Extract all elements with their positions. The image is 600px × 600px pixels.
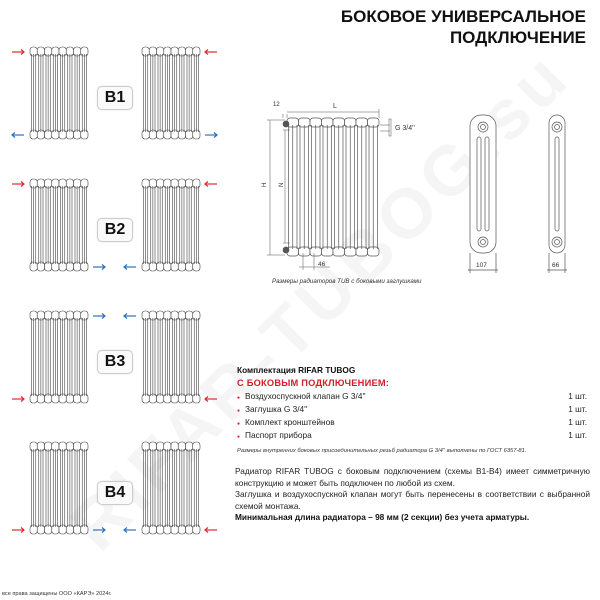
dim-H: H — [262, 182, 268, 187]
radiator-b4-left — [10, 439, 110, 539]
supply-arrow-icon — [12, 50, 24, 55]
scheme-label: B2 — [97, 218, 133, 242]
radiator-b3-right — [122, 308, 222, 408]
drawing-caption: Размеры радиаторов TUB с боковыми заглушками — [272, 278, 422, 285]
kit-item — [237, 431, 587, 440]
kit-heading: Комплектация RIFAR TUBOG — [237, 365, 356, 375]
return-arrow-icon — [124, 314, 136, 319]
dim-107: 107 — [476, 262, 487, 269]
kit-item-name: Воздухоспускной клапан G 3/4'' — [245, 391, 366, 401]
radiator-b1-right — [122, 44, 222, 144]
bullet-icon: ● — [237, 421, 241, 427]
supply-arrow-icon — [205, 50, 217, 55]
kit-note: Размеры внутренних боковых присоединительных резьб радиатора G 3/4'' выполнены по ГОСТ 6357-81. — [237, 448, 527, 454]
return-arrow-icon — [93, 528, 105, 533]
kit-item-qty: 1 шт. — [568, 417, 587, 427]
description — [235, 466, 590, 524]
supply-arrow-icon — [205, 182, 217, 187]
dim-L: L — [333, 103, 337, 110]
return-arrow-icon — [93, 314, 105, 319]
kit-item — [237, 392, 587, 401]
copyright-footer: все права защищены ООО «КАРЭ» 2024г. — [2, 591, 112, 597]
kit-item-name: Заглушка G 3/4'' — [245, 404, 308, 414]
kit-item — [237, 418, 587, 427]
description-p2: Заглушка и воздухоспускной клапан могут быть перенесены в соответствии с выбранной схемой монтажа. — [235, 489, 590, 511]
dimension-lines — [267, 109, 391, 270]
scheme-label: B1 — [97, 86, 133, 110]
dim-N: N — [279, 182, 285, 187]
return-arrow-icon — [205, 133, 217, 138]
kit-section — [237, 365, 587, 454]
kit-item-name: Комплект кронштейнов — [245, 417, 335, 427]
return-arrow-icon — [93, 265, 105, 270]
kit-item-qty: 1 шт. — [568, 404, 587, 414]
scheme-label: B4 — [97, 481, 133, 505]
page-title — [341, 6, 586, 48]
radiator-b2-left — [10, 176, 110, 276]
bullet-icon: ● — [237, 434, 241, 440]
supply-arrow-icon — [12, 528, 24, 533]
supply-arrow-icon — [205, 528, 217, 533]
title-line-2: ПОДКЛЮЧЕНИЕ — [449, 28, 586, 47]
radiator-b4-right — [122, 439, 222, 539]
supply-arrow-icon — [12, 397, 24, 402]
bullet-icon: ● — [237, 408, 241, 414]
description-p3: Минимальная длина радиатора – 98 мм (2 секции) без учета арматуры. — [235, 512, 530, 522]
kit-item-qty: 1 шт. — [568, 430, 587, 440]
supply-arrow-icon — [12, 182, 24, 187]
return-arrow-icon — [12, 133, 24, 138]
kit-subheading: С БОКОВЫМ ПОДКЛЮЧЕНИЕМ: — [237, 378, 390, 388]
kit-list — [237, 392, 587, 440]
kit-item-qty: 1 шт. — [568, 391, 587, 401]
radiator-b3-left — [10, 308, 110, 408]
dim-thread: G 3/4'' — [395, 125, 415, 132]
dim-66: 66 — [552, 262, 560, 269]
return-arrow-icon — [124, 265, 136, 270]
radiator-front-view — [283, 118, 379, 256]
return-arrow-icon — [124, 528, 136, 533]
description-p1: Радиатор RIFAR TUBOG с боковым подключением (схемы B1-B4) имеет симметричную конструкцию и может быть подключен по любой из схем. — [235, 466, 590, 488]
dim-12: 12 — [273, 102, 280, 108]
radiator-side-view-107 — [468, 115, 498, 273]
kit-item-name: Паспорт прибора — [245, 430, 312, 440]
kit-item — [237, 405, 587, 414]
radiator-b2-right — [122, 176, 222, 276]
radiator-b1-left — [10, 44, 110, 144]
scheme-label: B3 — [97, 350, 133, 374]
supply-arrow-icon — [205, 397, 217, 402]
radiator-side-view-66 — [547, 115, 567, 273]
dim-46: 46 — [318, 261, 326, 268]
dimension-drawing — [255, 95, 600, 280]
bullet-icon: ● — [237, 395, 241, 401]
title-line-1: БОКОВОЕ УНИВЕРСАЛЬНОЕ — [340, 7, 586, 26]
